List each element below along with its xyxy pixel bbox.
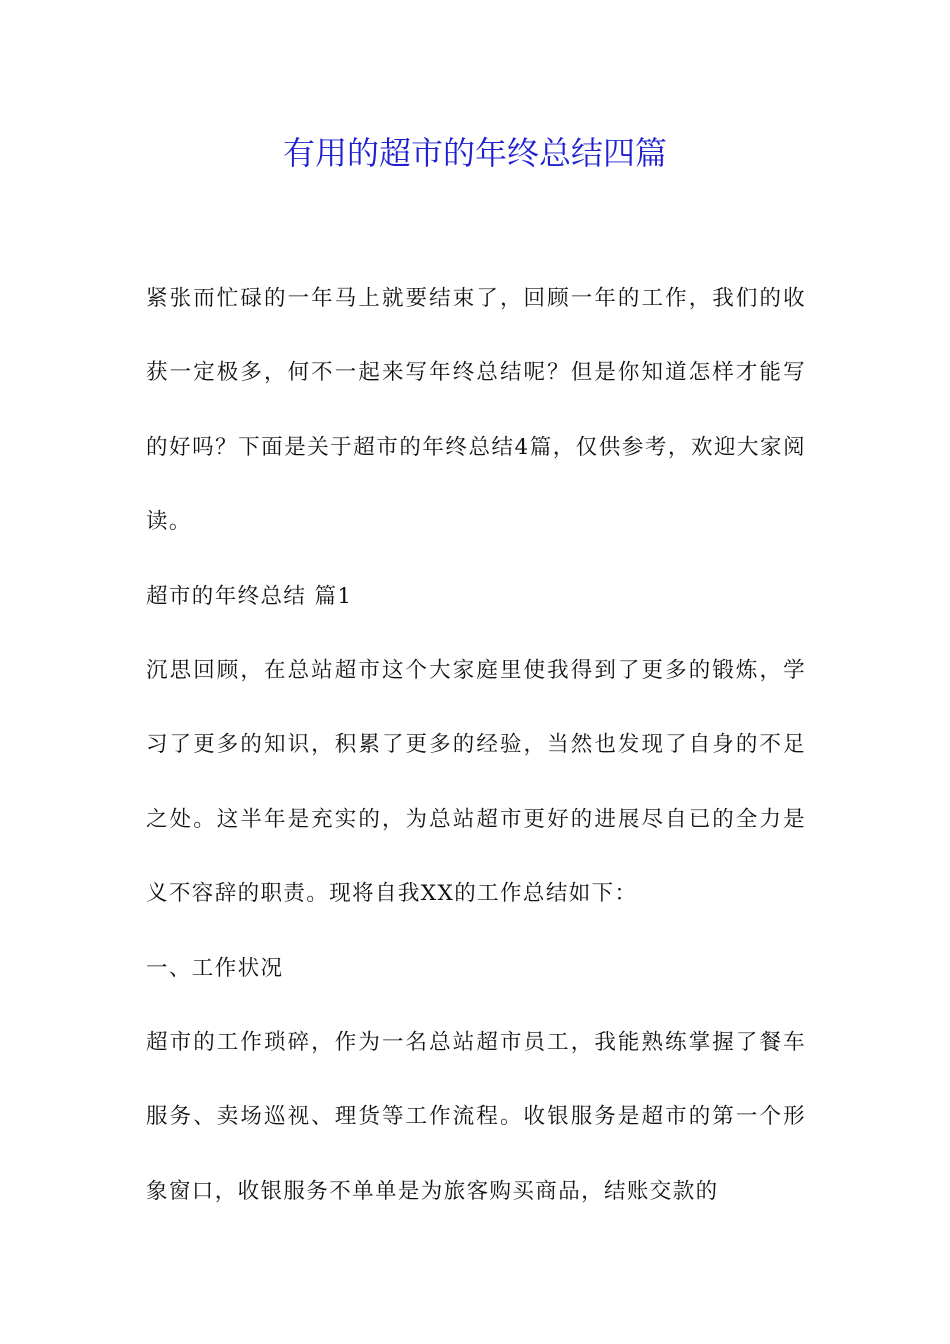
section-heading-part-1: 超市的年终总结 篇1 <box>146 583 353 609</box>
document-body <box>146 262 806 1229</box>
section-heading-work-status: 一、工作状况 <box>146 955 284 981</box>
paragraph-work-details: 超市的工作琐碎，作为一名总站超市员工，我能熟练掌握了餐车服务、卖场巡视、理货等工作流程。收银服务是超市的第一个形象窗口，收银服务不单单是为旅客购买商品，结账交款的 <box>146 1030 806 1204</box>
paragraph-review: 沉思回顾，在总站超市这个大家庭里使我得到了更多的锻炼，学习了更多的知识，积累了更多的经验，当然也发现了自身的不足之处。这半年是充实的，为总站超市更好的进展尽自已的全力是义不容辞的职责。现将自我XX的工作总结如下： <box>146 658 806 907</box>
paragraph-intro: 紧张而忙碌的一年马上就要结束了，回顾一年的工作，我们的收获一定极多，何不一起来写年终总结呢？但是你知道怎样才能写的好吗？下面是关于超市的年终总结4篇，仅供参考，欢迎大家阅读。 <box>146 286 806 535</box>
document-title: 有用的超市的年终总结四篇 <box>282 134 667 172</box>
